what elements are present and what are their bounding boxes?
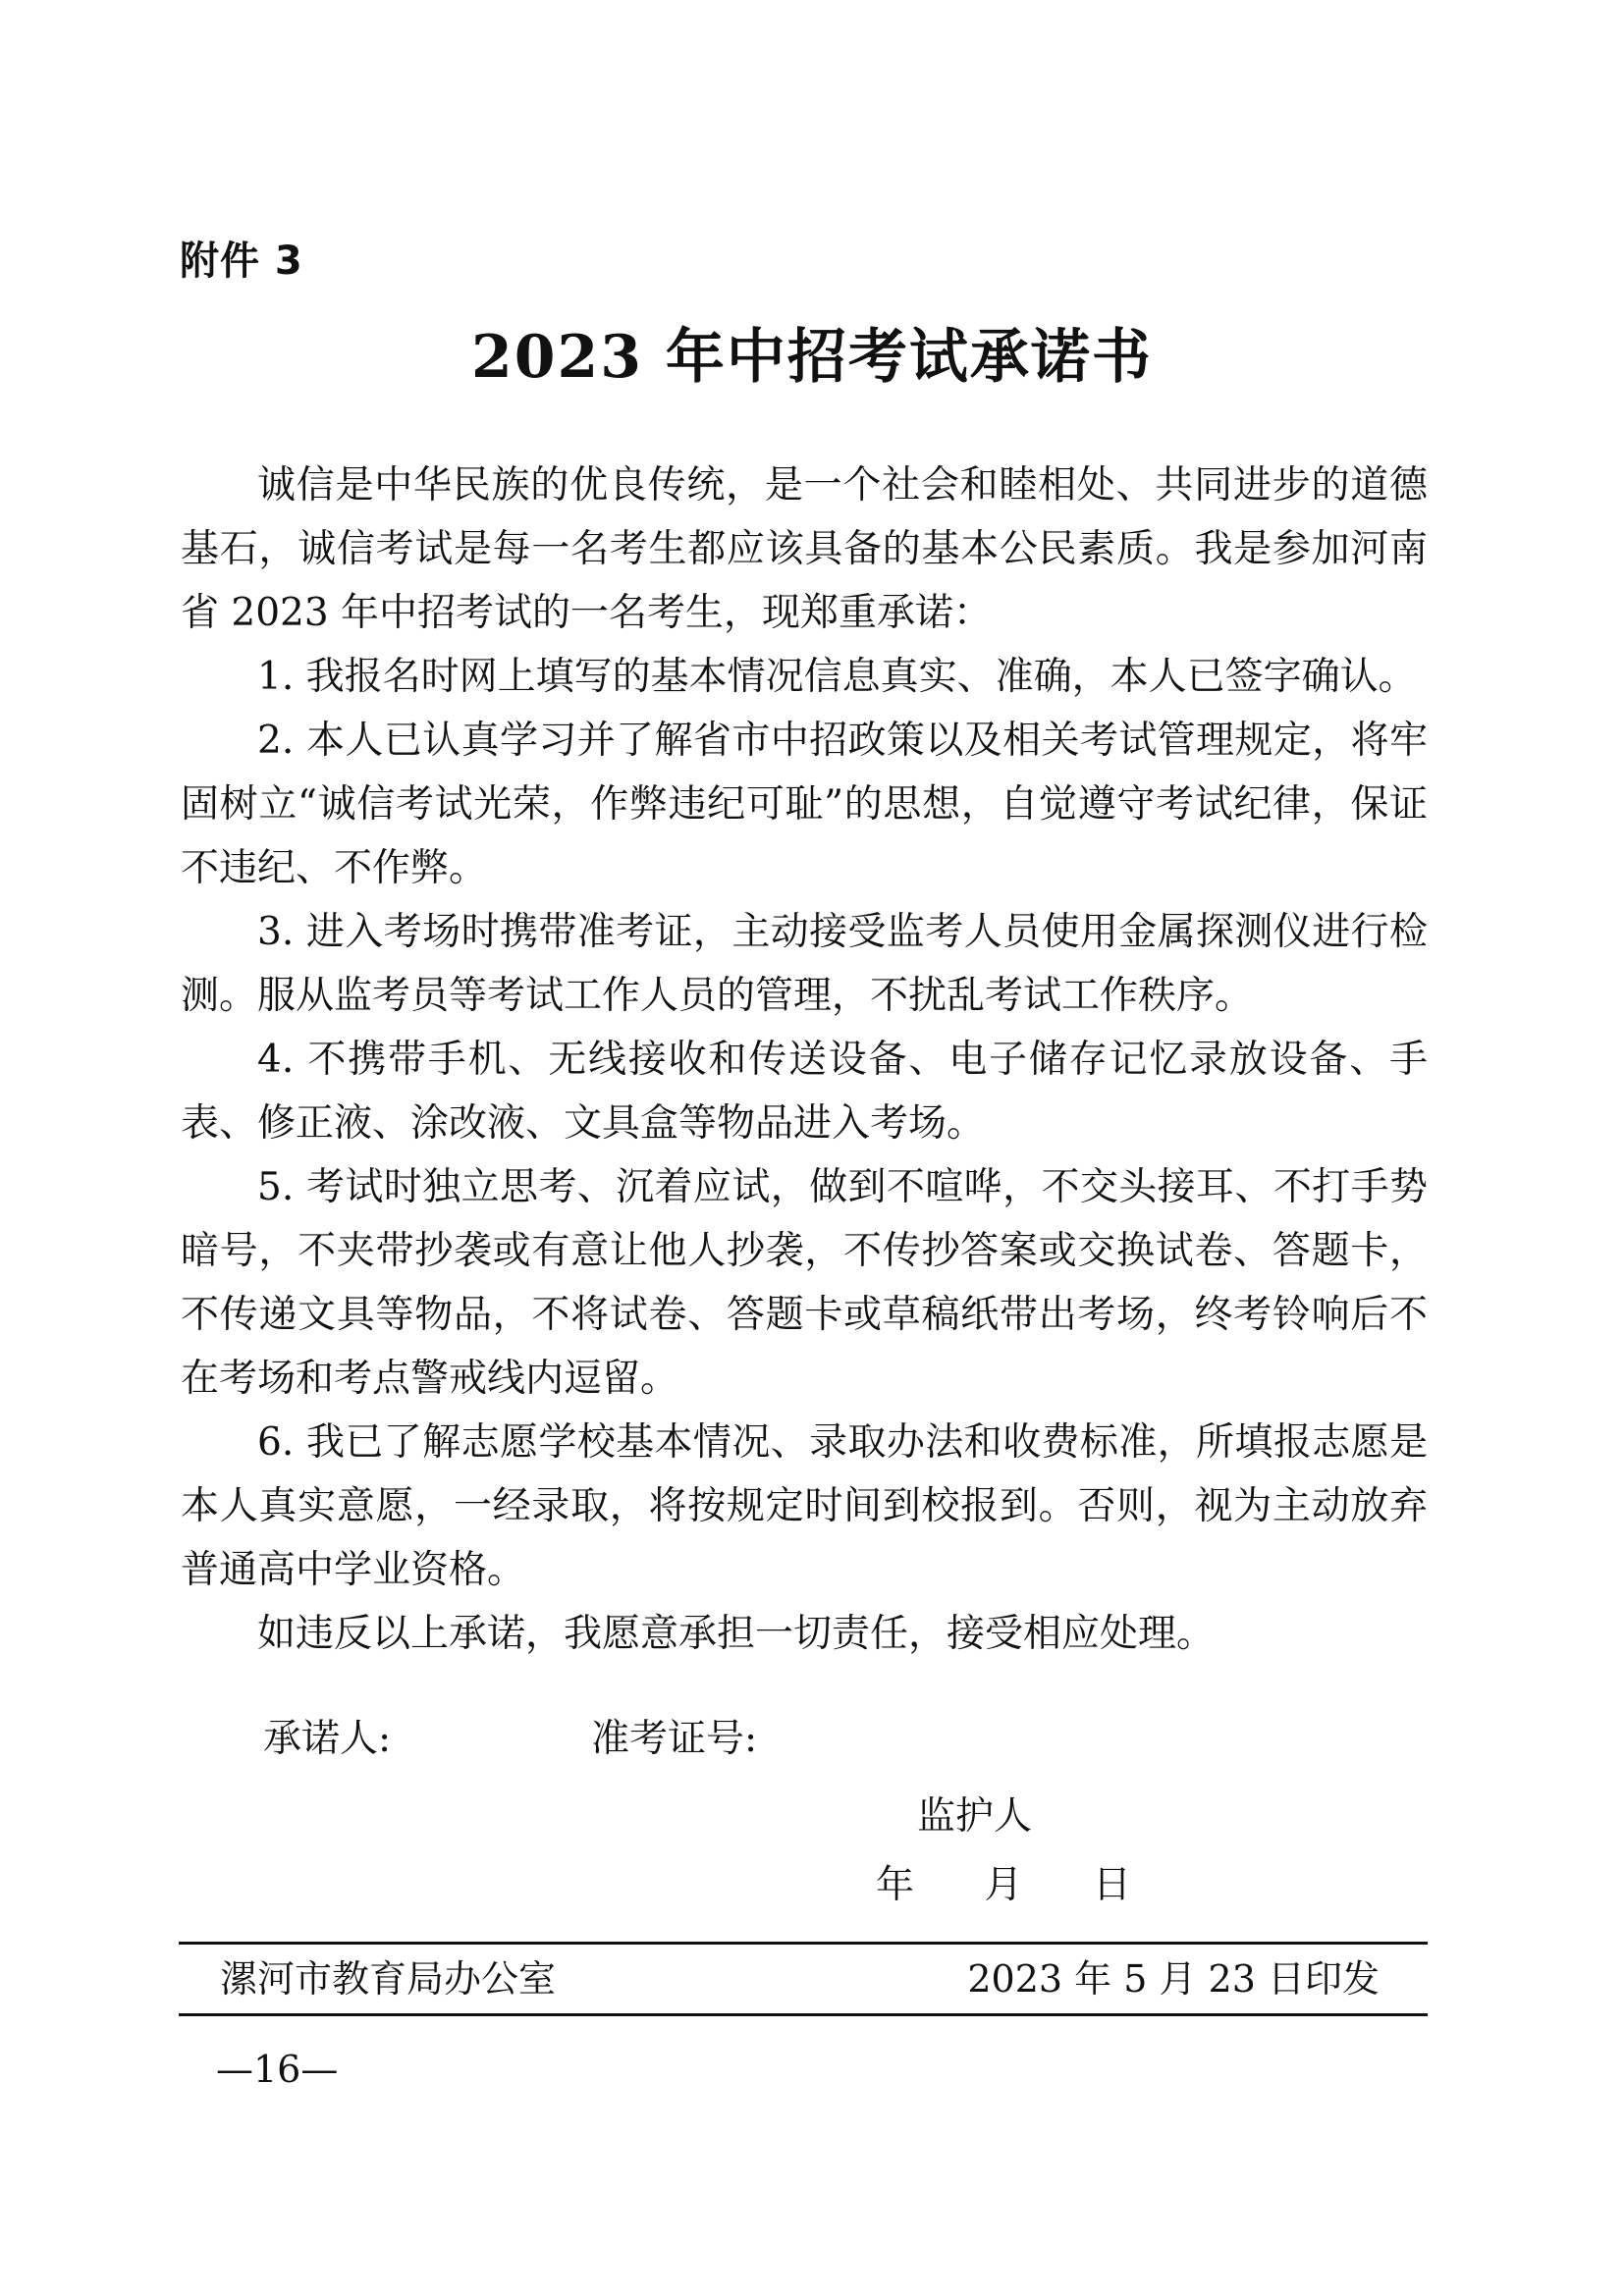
- issue-date: 2023 年 5 月 23 日印发: [967, 1957, 1380, 2001]
- year-label: 年: [876, 1863, 915, 1907]
- page-number: —16—: [216, 2048, 339, 2091]
- signature-date: [876, 1858, 1131, 1913]
- issuer-name: 漯河市教育局办公室: [220, 1957, 557, 2001]
- guardian-label: 监护人: [917, 1794, 1033, 1839]
- month-label: 月: [984, 1863, 1023, 1907]
- document-title: 2023 年中招考试承诺书: [471, 323, 1153, 392]
- commitment-item-3: 3. 进入考场时携带准考证，主动接受监考人员使用金属探测仪进行检测。服从监考员等考试工作人员的管理，不扰乱考试工作秩序。: [181, 910, 1428, 1018]
- commitment-item-6: 6. 我已了解志愿学校基本情况、录取办法和收费标准，所填报志愿是本人真实意愿，一经录取，将按规定时间到校报到。否则，视为主动放弃普通高中学业资格。: [181, 1420, 1428, 1592]
- day-label: 日: [1092, 1863, 1131, 1907]
- commitment-item-1: 1. 我报名时网上填写的基本情况信息真实、准确，本人已签字确认。: [257, 655, 1417, 699]
- closing-paragraph: 如违反以上承诺，我愿意承担一切责任，接受相应处理。: [257, 1612, 1216, 1656]
- footer-divider-bottom: [179, 2013, 1428, 2016]
- footer-divider-top: [179, 1942, 1428, 1945]
- promiser-label: 承诺人:: [263, 1717, 392, 1761]
- intro-paragraph: 诚信是中华民族的优良传统，是一个社会和睦相处、共同进步的道德基石，诚信考试是每一名考生都应该具备的基本公民素质。我是参加河南省 2023 年中招考试的一名考生，现郑重承诺：: [181, 463, 1428, 635]
- commitment-item-4: 4. 不携带手机、无线接收和传送设备、电子储存记忆录放设备、手表、修正液、涂改液、文具盒等物品进入考场。: [181, 1038, 1428, 1146]
- document-body: [181, 454, 1428, 1666]
- commitment-item-5: 5. 考试时独立思考、沉着应试，做到不喧哗，不交头接耳、不打手势暗号，不夹带抄袭或有意让他人抄袭，不传抄答案或交换试卷、答题卡，不传递文具等物品，不将试卷、答题卡或草稿纸带出考场，终考铃响后不在考场和考点警戒线内逗留。: [181, 1165, 1428, 1401]
- attachment-label: 附件 3: [180, 239, 303, 284]
- ticket-number-label: 准考证号:: [591, 1717, 758, 1761]
- commitment-item-2: 2. 本人已认真学习并了解省市中招政策以及相关考试管理规定，将牢固树立“诚信考试光荣，作弊违纪可耻”的思想，自觉遵守考试纪律，保证不违纪、不作弊。: [181, 719, 1428, 890]
